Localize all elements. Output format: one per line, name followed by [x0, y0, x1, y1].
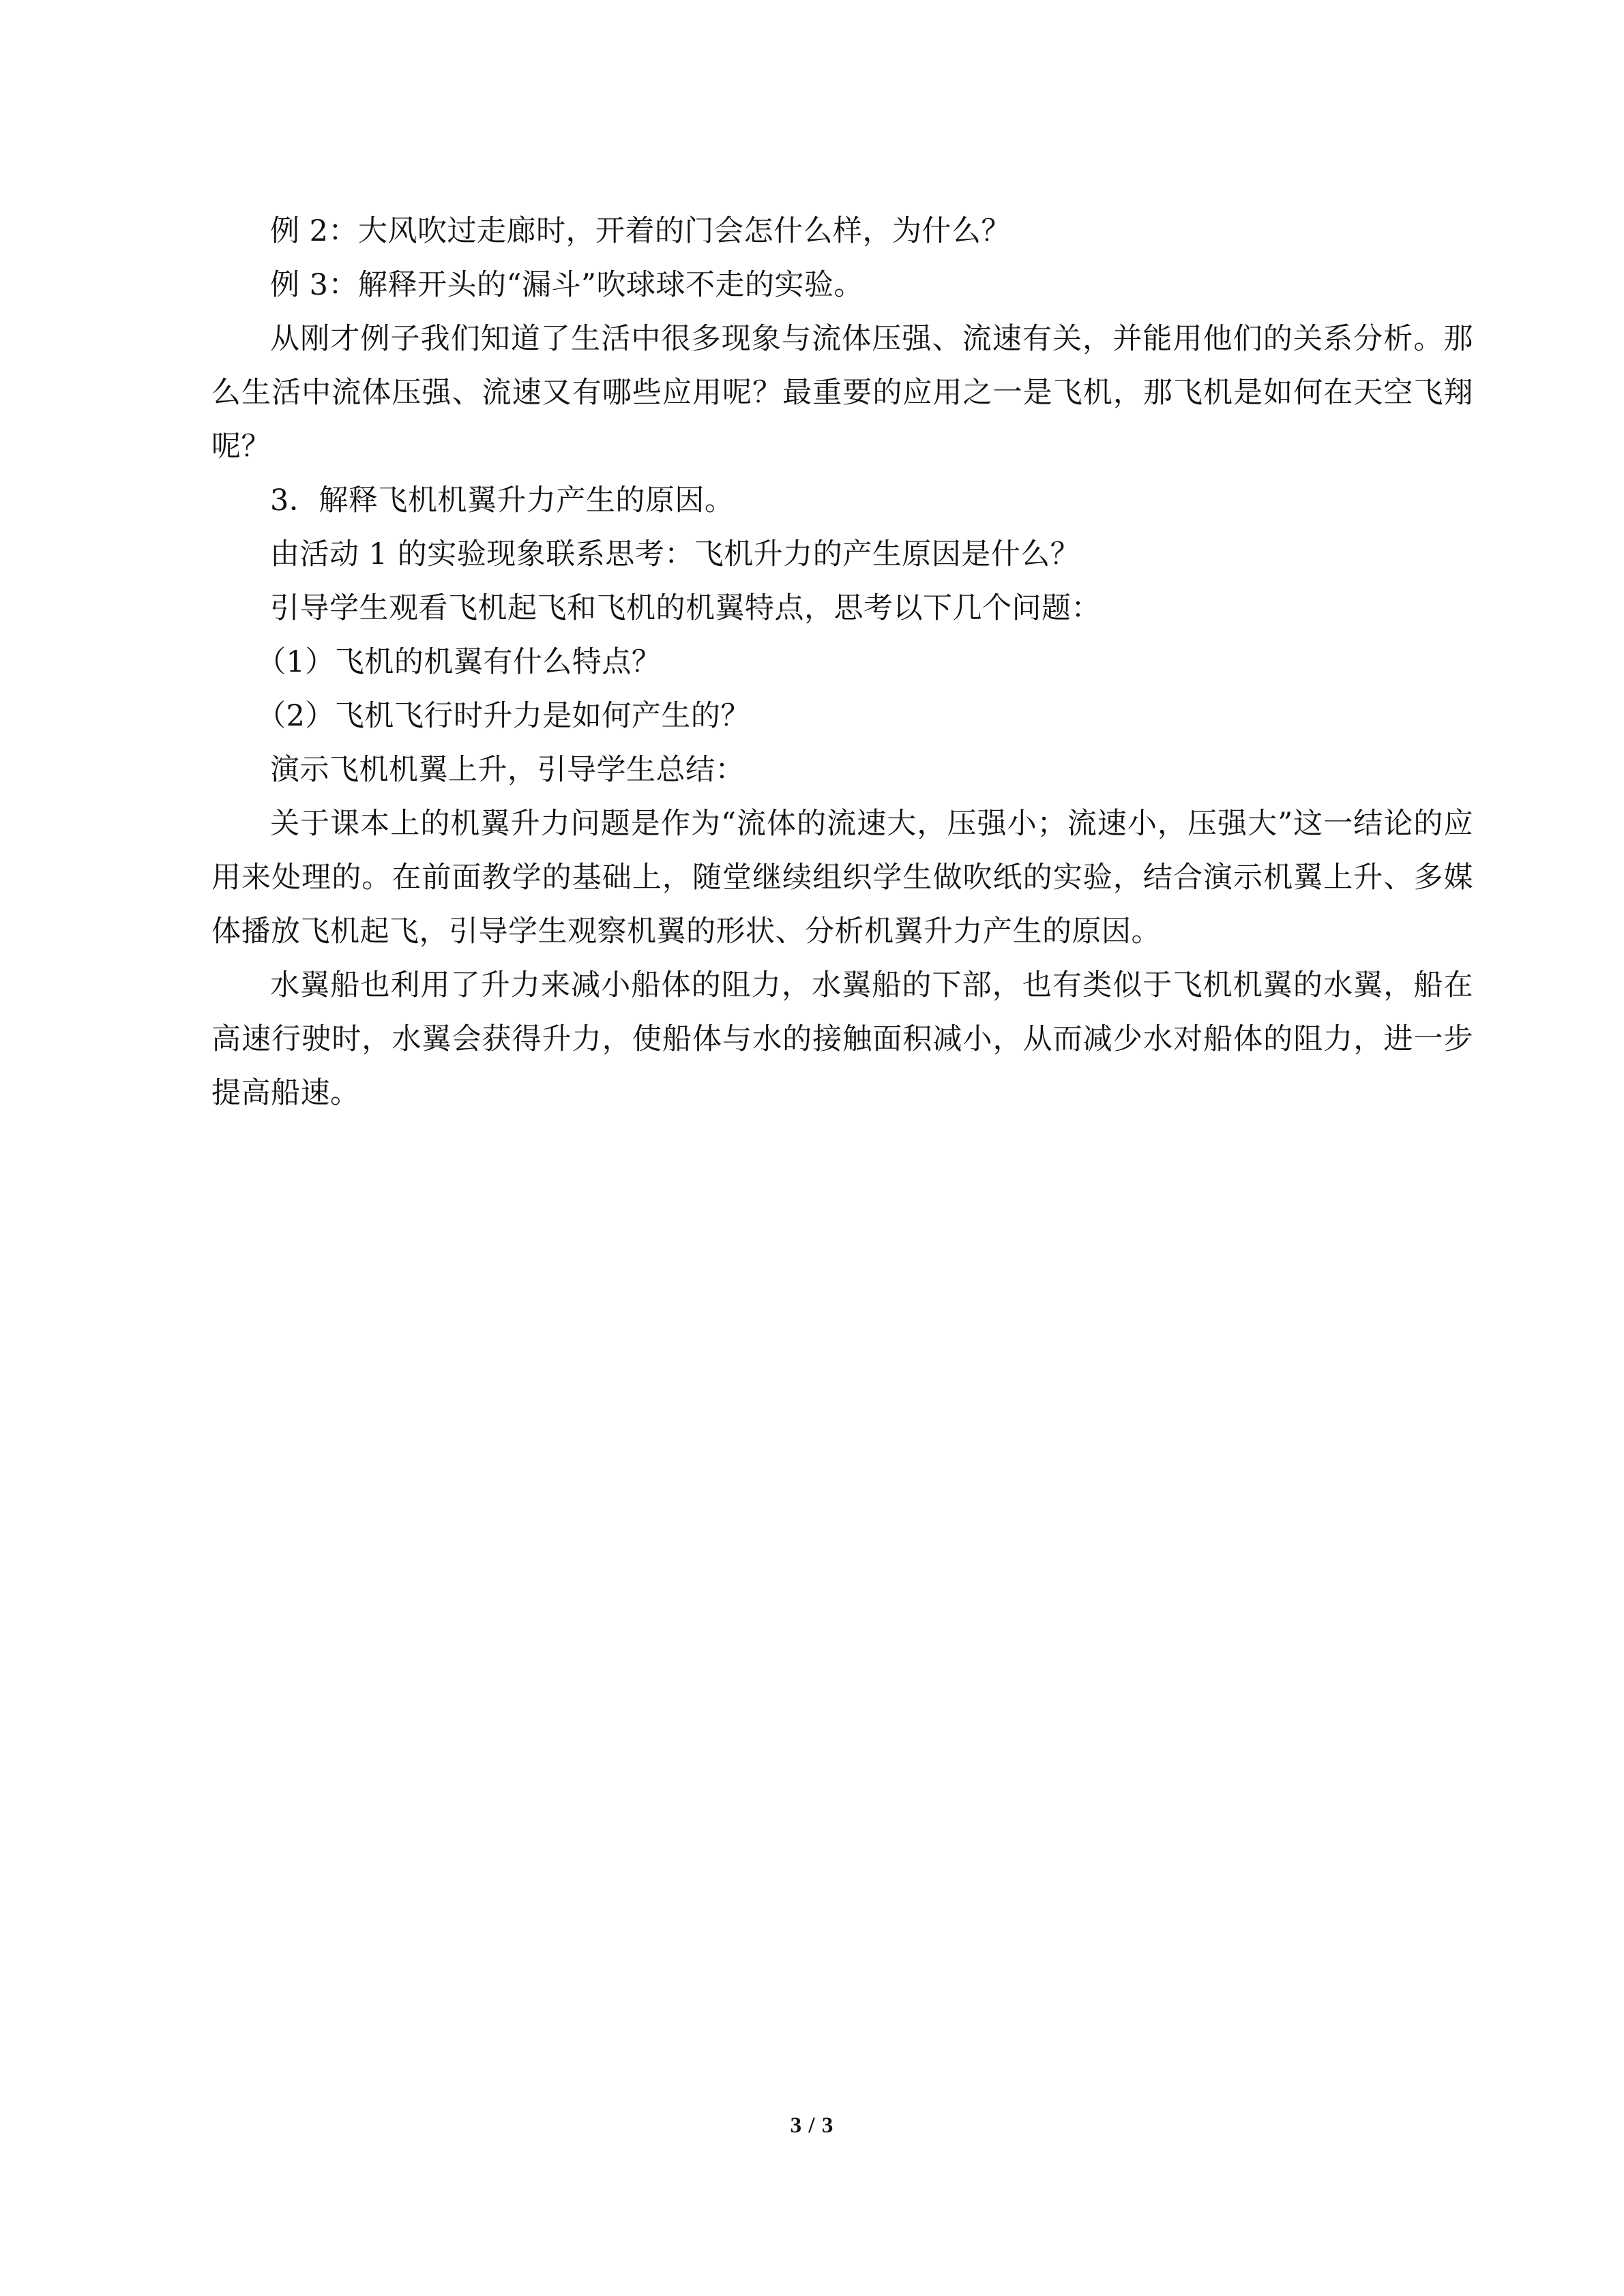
paragraph-wing-lift: 关于课本上的机翼升力问题是作为“流体的流速大，压强小；流速小，压强大”这一结论的应用来处理的。在前面教学的基础上，随堂继续组织学生做吹纸的实验，结合演示机翼上升、多媒体播放飞机起飞，引导学生观察机翼的形状、分析机翼升力产生的原因。 [211, 807, 1473, 949]
paragraph-activity-question: 由活动 1 的实验现象联系思考：飞机升力的产生原因是什么？ [270, 537, 1080, 571]
paragraph-intro-applications: 从刚才例子我们知道了生活中很多现象与流体压强、流速有关，并能用他们的关系分析。那么生活中流体压强、流速又有哪些应用呢？最重要的应用之一是飞机，那飞机是如何在天空飞翔呢？ [211, 322, 1473, 464]
page-number: 3 / 3 [790, 2113, 834, 2138]
paragraph-question-2: （2）飞机飞行时升力是如何产生的？ [256, 699, 750, 733]
paragraph-example-3: 例 3：解释开头的“漏斗”吹球球不走的实验。 [270, 268, 863, 302]
paragraph-question-1: （1）飞机的机翼有什么特点？ [256, 645, 662, 679]
paragraph-hydrofoil: 水翼船也利用了升力来减小船体的阻力，水翼船的下部，也有类似于飞机机翼的水翼，船在高速行驶时，水翼会获得升力，使船体与水的接触面积减小，从而减少水对船体的阻力，进一步提高船速。 [211, 968, 1473, 1110]
document-body [211, 205, 1473, 1120]
paragraph-example-2: 例 2：大风吹过走廊时，开着的门会怎什么样，为什么？ [270, 214, 1012, 248]
paragraph-demo-summary: 演示飞机机翼上升，引导学生总结： [270, 753, 745, 787]
paragraph-section-3-heading: 3．解释飞机机翼升力产生的原因。 [270, 483, 735, 518]
paragraph-guide-students: 引导学生观看飞机起飞和飞机的机翼特点，思考以下几个问题： [270, 591, 1101, 625]
